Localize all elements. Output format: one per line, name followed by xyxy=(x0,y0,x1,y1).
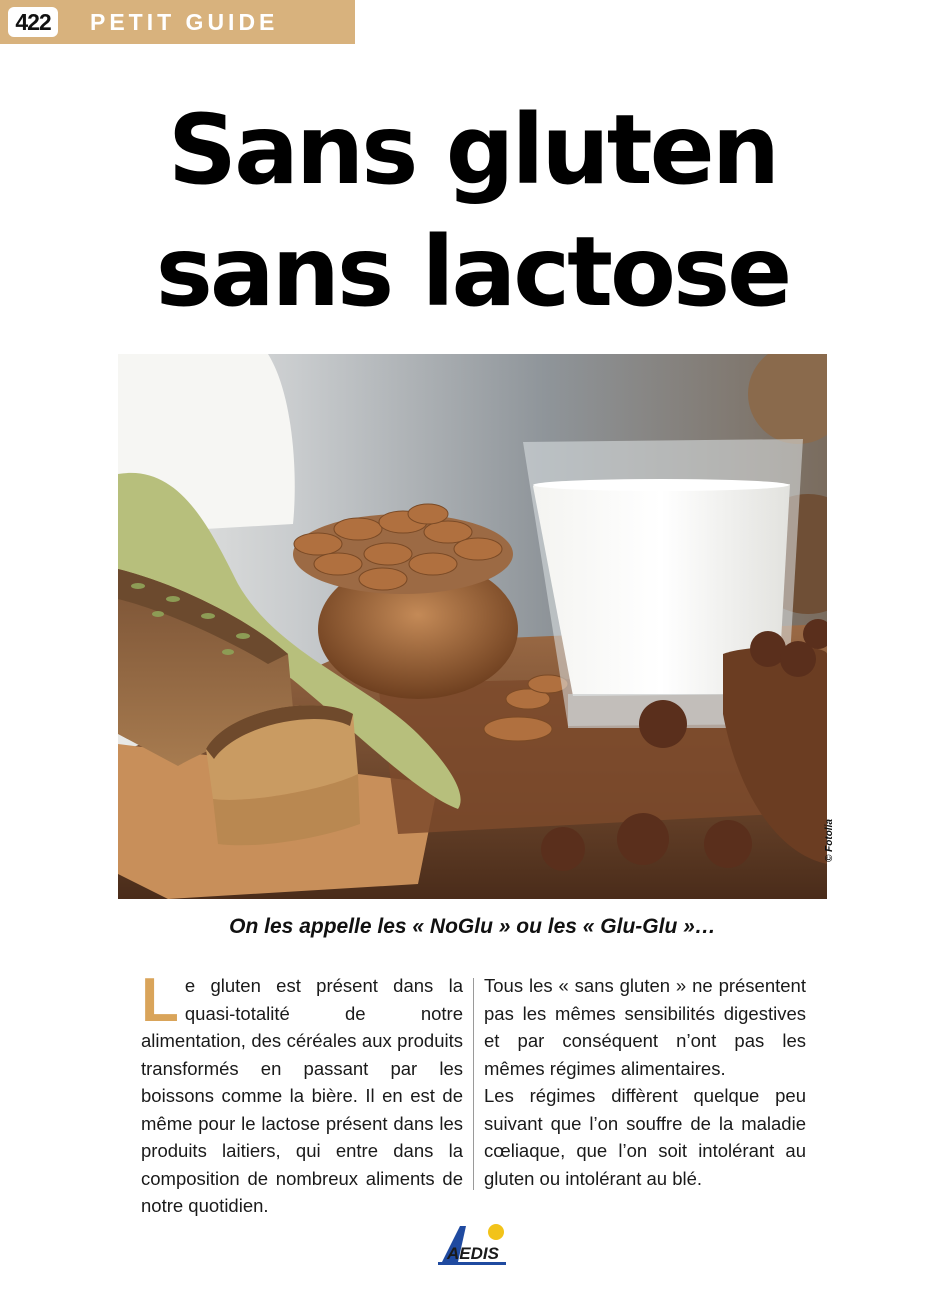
intro-paragraph-text: e gluten est présent dans la quasi-totalité de notre alimentation, des céréales aux produits transformés en passant par les boissons comme la bière. Il en est de même pour le lactose présent dans les produits laitiers, qui entre dans la composition de nombreux aliments de notre quotidien. xyxy=(141,975,463,1216)
page-title-line-2: sans lactose xyxy=(155,216,790,328)
series-name: PETIT GUIDE xyxy=(90,9,279,35)
cover-photo xyxy=(118,354,827,899)
lead-text: On les appelle les « NoGlu » ou les « Glu-Glu »… xyxy=(229,915,716,938)
body-column-left xyxy=(141,966,463,1220)
publisher-name: AEDIS xyxy=(447,1244,499,1263)
publisher-logo xyxy=(436,1222,510,1266)
page-title-line-1: Sans gluten xyxy=(167,94,778,206)
paragraph-sensitivities: Tous les « sans gluten » ne présentent pas les mêmes sensibilités digestives et par conséquent n’ont pas les mêmes régimes alimentaires. xyxy=(484,975,806,1079)
intro-paragraph xyxy=(141,966,463,1220)
series-header-band xyxy=(0,0,355,44)
paragraph-regimes: Les régimes diffèrent quelque peu suivant que l’on souffre de la maladie cœliaque, que l’on soit intolérant au gluten ou intolérant au blé. xyxy=(484,1085,806,1189)
column-divider xyxy=(473,978,474,1190)
body-column-right xyxy=(484,972,806,1192)
drop-cap: L xyxy=(141,966,179,1035)
aedis-logo-icon xyxy=(436,1222,510,1266)
issue-number-badge: 422 xyxy=(8,7,58,37)
photo-credit: © Fotolia xyxy=(824,819,835,862)
